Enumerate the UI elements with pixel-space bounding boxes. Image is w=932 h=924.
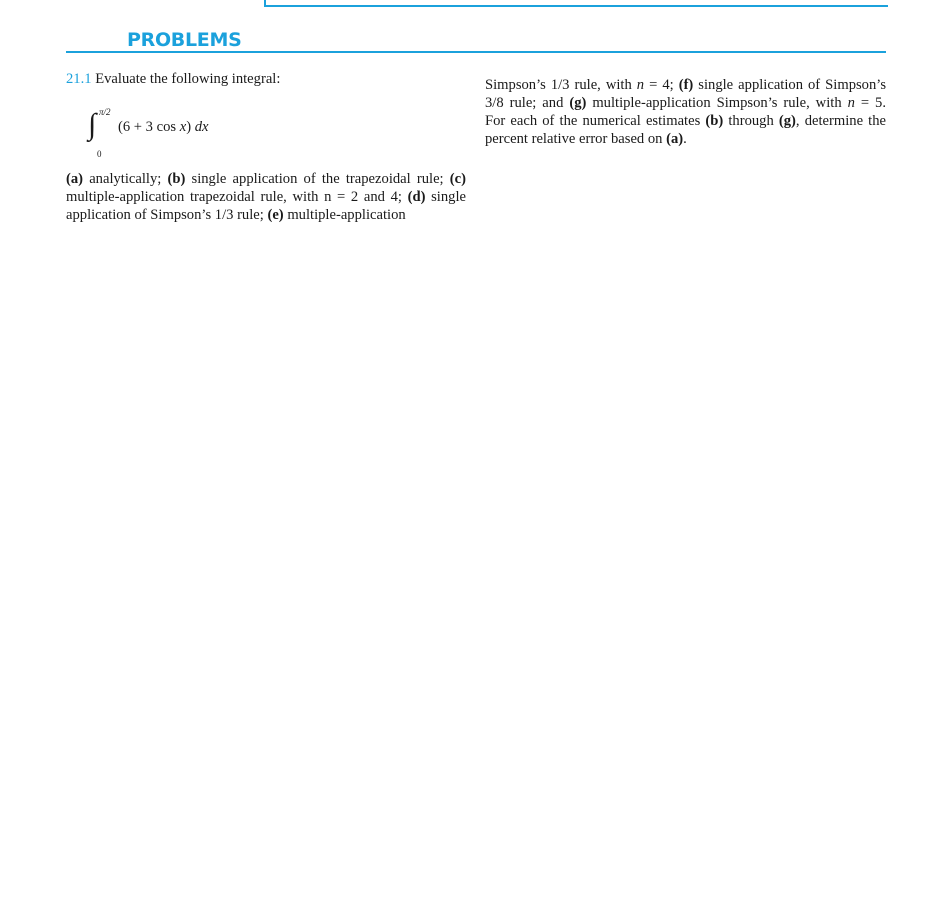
header-frame-rule: [264, 0, 888, 7]
problem-number: 21.1: [66, 71, 92, 87]
part-f-label: (f): [678, 77, 694, 93]
part-c-label: (c): [449, 171, 466, 187]
problem-prompt: Evaluate the following integral:: [95, 71, 281, 87]
problem-right-column: [485, 76, 886, 148]
part-b-label: (b): [167, 171, 186, 187]
section-title: PROBLEMS: [127, 29, 242, 51]
integral-sign-icon: ∫: [88, 108, 97, 141]
integrand: (6 + 3 cos x) dx: [118, 119, 209, 135]
section-divider: [66, 51, 886, 53]
integral-equation: [66, 98, 466, 160]
part-e-label: (e): [267, 207, 284, 223]
problem-statement: [66, 70, 466, 88]
integral-upper-limit: π/2: [99, 107, 111, 117]
integral-lower-limit: 0: [97, 149, 102, 159]
problem-left-column: [66, 70, 466, 224]
problem-parts-right: Simpson’s 1/3 rule, with n = 4; (f) single application of Simpson’s 3/8 rule; and (g) multiple-application Simpson’s rule, with n = 5. For each of the numerical estimates (b) through (g), determine the percent relative error based on (a).: [485, 77, 887, 147]
part-g-label: (g): [569, 95, 587, 111]
part-d-label: (d): [407, 189, 426, 205]
part-a-label: (a): [66, 171, 84, 187]
problem-parts-left: (a) analytically; (b) single application of the trapezoidal rule; (c) multiple-application trapezoidal rule, with n = 2 and 4; (d) single application of Simpson’s 1/3 rule; (e) multiple-application: [66, 171, 466, 223]
